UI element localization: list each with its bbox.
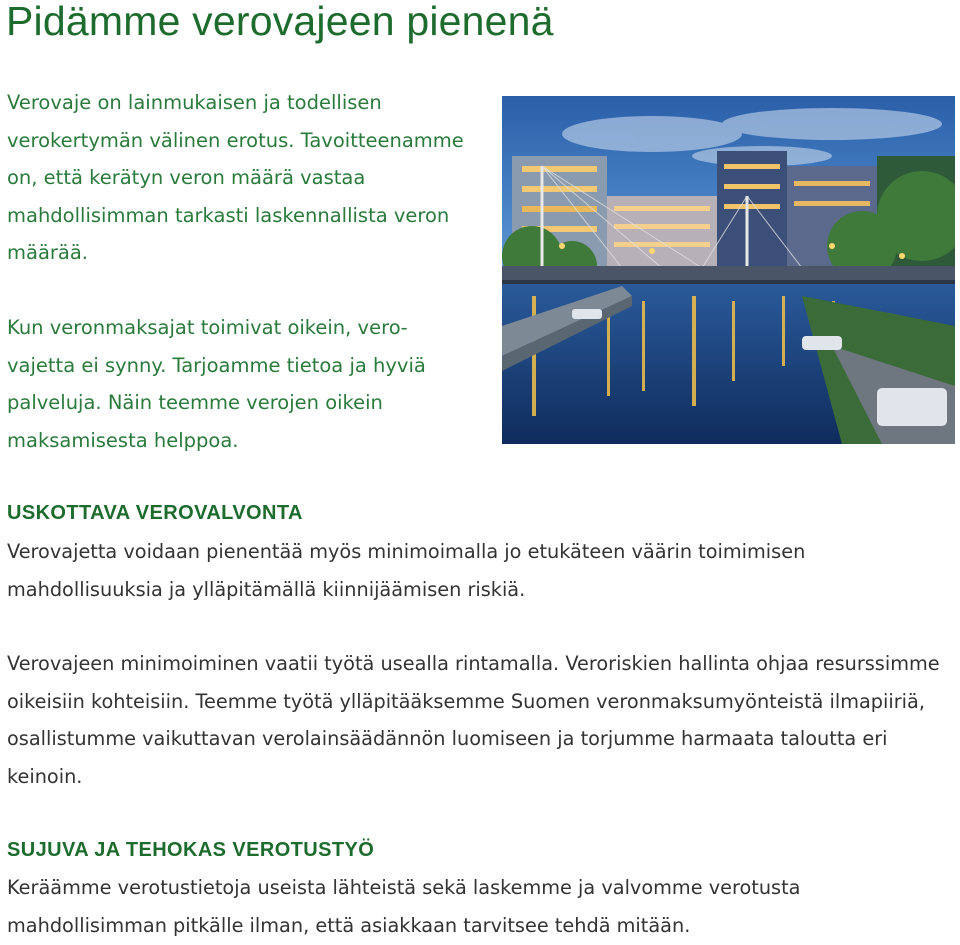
bridge-deck — [502, 266, 955, 280]
intro-paragraph-2: Kun veronmaksajat toimivat oikein, verovajetta ei synny. Tarjoamme tietoa ja hyviä palveluja. Näin teemme verojen oikein maksamisesta helppoa. — [7, 316, 426, 452]
canal-bridge-photo — [502, 96, 955, 444]
section-2-paragraph-1: Keräämme verotustietoja useista lähteistä sekä laskemme ja valvomme verotusta mahdollisimman pitkälle ilman, että asiakkaan tarvitsee tehdä mitään. — [7, 876, 801, 937]
section-1-paragraph-1: Verovajetta voidaan pienentää myös minimoimalla jo etukäteen väärin toimimisen mahdollisuuksia ja ylläpitämällä kiinnijäämisen riskiä. — [7, 540, 806, 601]
section-1-paragraph-2: Verovajeen minimoiminen vaatii työtä usealla rintamalla. Veroriskien hallinta ohjaa resurssimme oikeisiin kohteisiin. Teemme työtä ylläpitääksemme Suomen veronmaksumyönteistä ilmapiiriä, osallistumme vaikuttavan verolainsäädännön luomiseen ja torjumme harmaata taloutta eri keinoin. — [7, 652, 940, 788]
section-heading-sujuva-ja-tehokas-verotustyo: SUJUVA JA TEHOKAS VEROTUSTYÖ — [7, 839, 375, 861]
page-title: Pidämme verovajeen pienenä — [6, 0, 554, 44]
intro-paragraph-1: Verovaje on lainmukaisen ja todellisen verokertymän välinen erotus. Tavoitteenamme on, että kerätyn veron määrä vastaa mahdollisimman tarkasti laskennallista veron määrää. — [7, 91, 464, 264]
section-heading-uskottava-verovalvonta: USKOTTAVA VEROVALVONTA — [7, 502, 303, 524]
